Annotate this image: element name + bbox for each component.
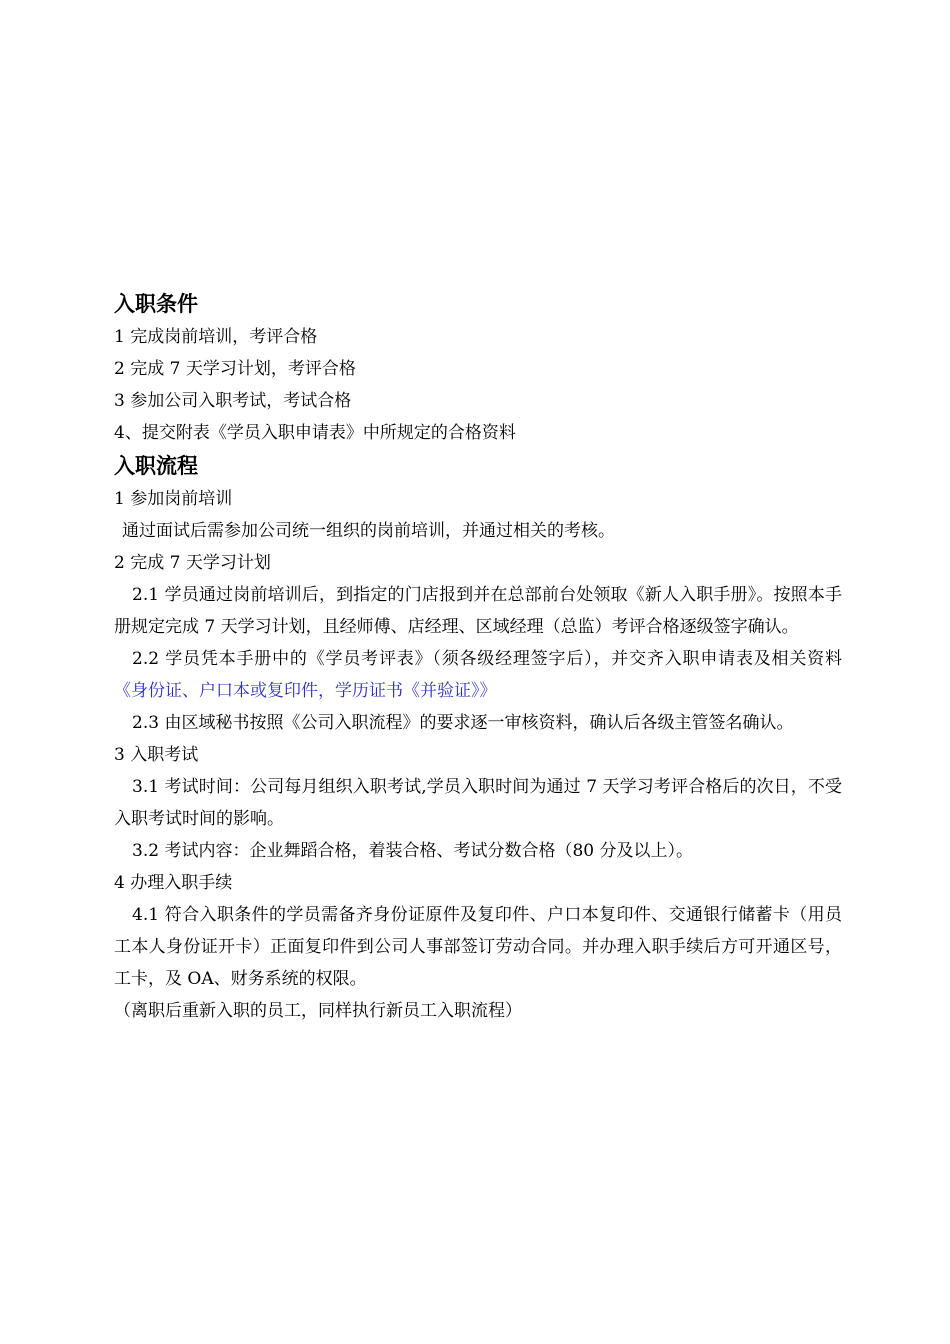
step-paragraph: 3.1 考试时间：公司每月组织入职考试,学员入职时间为通过 7 天学习考评合格后的次日，不受入职考试时间的影响。 <box>114 777 842 829</box>
step-label: 2 完成 7 天学习计划 <box>114 553 271 573</box>
step-label: 1 参加岗前培训 <box>114 489 233 509</box>
step-label: 4 办理入职手续 <box>114 873 233 893</box>
condition-item: 2 完成 7 天学习计划，考评合格 <box>114 359 356 379</box>
condition-item: 4、提交附表《学员入职申请表》中所规定的合格资料 <box>114 423 516 443</box>
step-text: 通过面试后需参加公司统一组织的岗前培训，并通过相关的考核。 <box>122 521 615 541</box>
step-paragraph <box>114 643 842 707</box>
step-paragraph-text: 2.2 学员凭本手册中的《学员考评表》（须各级经理签字后），并交齐入职申请表及相关资料 <box>132 649 842 669</box>
step-paragraph: 3.2 考试内容：企业舞蹈合格，着装合格、考试分数合格（80 分及以上）。 <box>132 841 693 861</box>
note-text: （离职后重新入职的员工，同样执行新员工入职流程） <box>114 1001 522 1021</box>
documents-link[interactable]: 《身份证、户口本或复印件，学历证书《并验证》》 <box>114 681 497 701</box>
section-title-entry-process: 入职流程 <box>114 454 198 478</box>
step-paragraph: 2.1 学员通过岗前培训后，到指定的门店报到并在总部前台处领取《新人入职手册》。按照本手册规定完成 7 天学习计划，且经师傅、店经理、区域经理（总监）考评合格逐级签字确认。 <box>114 585 842 637</box>
condition-item: 3 参加公司入职考试，考试合格 <box>114 391 352 411</box>
step-paragraph: 2.3 由区域秘书按照《公司入职流程》的要求逐一审核资料，确认后各级主管签名确认。 <box>132 713 794 733</box>
section-title-entry-conditions: 入职条件 <box>114 292 198 316</box>
step-paragraph: 4.1 符合入职条件的学员需备齐身份证原件及复印件、户口本复印件、交通银行储蓄卡（用员工本人身份证开卡）正面复印件到公司人事部签订劳动合同。并办理入职手续后方可开通区号，工卡，及 OA、财务系统的权限。 <box>114 905 842 989</box>
document-body <box>114 287 842 1027</box>
step-label: 3 入职考试 <box>114 745 199 765</box>
condition-item: 1 完成岗前培训，考评合格 <box>114 327 318 347</box>
